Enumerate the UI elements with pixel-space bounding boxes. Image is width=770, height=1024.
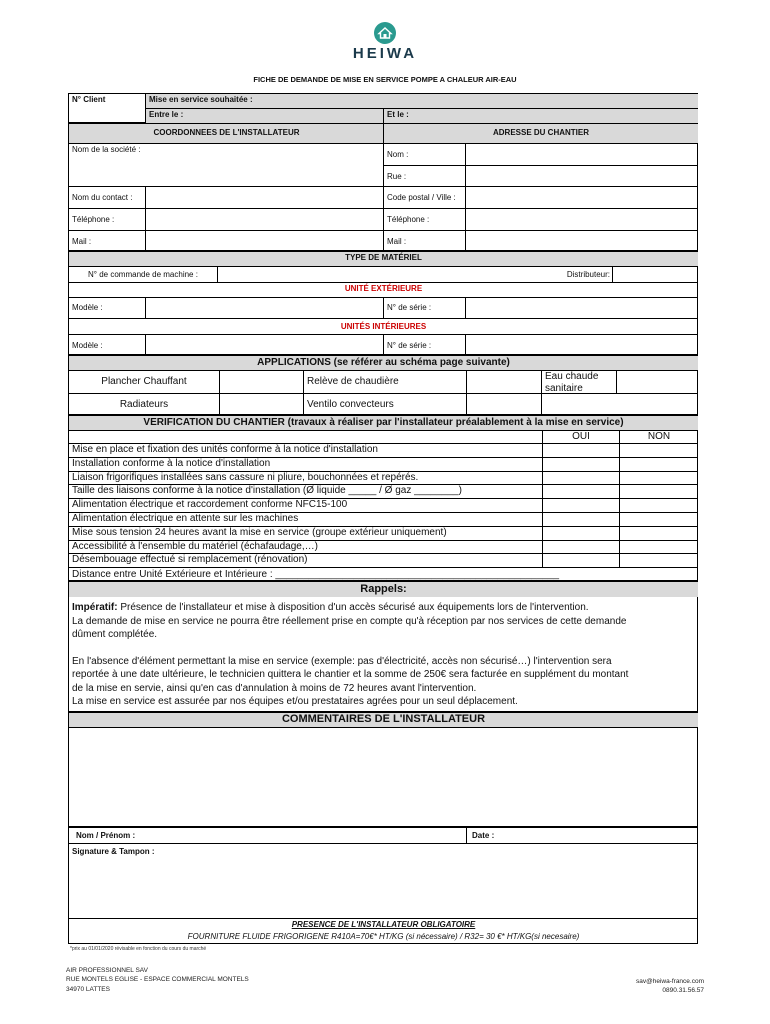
app-eau-chaude-label: Eau chaude sanitaire <box>541 370 616 393</box>
verification-non-checkbox[interactable] <box>619 526 698 540</box>
verification-non-checkbox[interactable] <box>619 540 698 554</box>
brand-name: HEIWA <box>352 45 418 62</box>
postal-city-input[interactable] <box>465 186 698 208</box>
verification-item: Taille des liaisons conforme à la notice d'installation (Ø liquide _____ / Ø gaz ________) <box>69 484 542 498</box>
indoor-units-title: UNITÉS INTÉRIEURES <box>69 318 698 334</box>
installer-section-title: COORDONNEES DE L'INSTALLATEUR <box>69 124 384 143</box>
order-number-input[interactable] <box>217 266 543 282</box>
app-eau-chaude-checkbox[interactable] <box>616 370 698 393</box>
comments-textarea[interactable] <box>69 727 698 827</box>
signature-tampon-label[interactable]: Signature & Tampon : <box>72 847 155 856</box>
footer-email[interactable]: sav@heiwa-france.com <box>635 978 704 985</box>
app-radiateurs-label: Radiateurs <box>69 393 219 415</box>
verification-section-title: VERIFICATION DU CHANTIER (travaux à réaliser par l'installateur préalablement à la mise en service) <box>69 416 698 430</box>
site-name-input[interactable] <box>465 143 698 165</box>
rappels-block <box>68 581 698 712</box>
outdoor-model-input[interactable] <box>145 297 384 318</box>
app-radiateurs-checkbox[interactable] <box>219 393 303 415</box>
equipment-block <box>68 251 698 355</box>
footer-company: AIR PROFESSIONNEL SAV <box>66 967 148 974</box>
distance-row[interactable]: Distance entre Unité Extérieure et Intérieure : ___________________________________________________ <box>69 567 698 581</box>
site-phone-label: Téléphone : <box>383 208 466 230</box>
site-mail-label: Mail : <box>383 230 466 251</box>
fourniture-fluide: FOURNITURE FLUIDE FRIGORIGENE R410A=70€* HT/KG (si nécessaire) / R32= 30 €* HT/KG(si necesaire) <box>187 932 580 941</box>
app-releve-checkbox[interactable] <box>466 370 541 393</box>
verification-item: Accessibilité à l'ensemble du matériel (échafaudage,…) <box>69 540 542 554</box>
document-title: FICHE DE DEMANDE DE MISE EN SERVICE POMPE A CHALEUR AIR-EAU <box>253 75 517 84</box>
nom-prenom-label[interactable]: Nom / Prénom : <box>76 831 136 840</box>
end-date-field[interactable]: Et le : <box>383 108 698 123</box>
site-section-title: ADRESSE DU CHANTIER <box>383 124 698 143</box>
comments-title: COMMENTAIRES DE L'INSTALLATEUR <box>69 713 698 727</box>
verification-block <box>68 415 698 581</box>
date-divider <box>466 828 467 843</box>
verification-oui-checkbox[interactable] <box>542 540 619 554</box>
comments-block <box>68 712 698 827</box>
app-ventilo-checkbox[interactable] <box>466 393 541 415</box>
verification-oui-checkbox[interactable] <box>542 512 619 526</box>
outdoor-serial-label: N° de série : <box>383 297 466 318</box>
site-name-label: Nom : <box>383 143 466 165</box>
postal-city-label: Code postal / Ville : <box>383 186 466 208</box>
rappels-text <box>69 598 698 713</box>
verification-item: Mise sous tension 24 heures avant la mise en service (groupe extérieur uniquement) <box>69 526 542 540</box>
verification-header-blank <box>69 430 542 443</box>
verification-item: Désembouage effectué si remplacement (rénovation) <box>69 553 542 567</box>
installer-mail-label: Mail : <box>69 230 146 251</box>
rappel-para2-l3: de la mise en servie, ainsi qu'en cas d'annulation à moins de 72 heures avant l'intervention. <box>72 682 477 694</box>
installer-mail-input[interactable] <box>145 230 384 251</box>
verification-oui-checkbox[interactable] <box>542 443 619 457</box>
verification-oui-checkbox[interactable] <box>542 526 619 540</box>
site-mail-input[interactable] <box>465 230 698 251</box>
verification-oui-checkbox[interactable] <box>542 498 619 512</box>
indoor-serial-label: N° de série : <box>383 334 466 355</box>
verification-non-checkbox[interactable] <box>619 484 698 498</box>
app-plancher-checkbox[interactable] <box>219 370 303 393</box>
verification-oui-checkbox[interactable] <box>542 553 619 567</box>
contact-input[interactable] <box>145 186 384 208</box>
rappel-para2-l2: reportée à une date ultérieure, le technicien quittera le chantier et la somme de 250€ sera facturée en supplément du montant <box>72 669 629 680</box>
coordinates-block <box>68 123 698 251</box>
indoor-model-input[interactable] <box>145 334 384 355</box>
start-date-field[interactable]: Entre le : <box>145 108 383 123</box>
street-label: Rue : <box>383 165 466 187</box>
verification-non-checkbox[interactable] <box>619 512 698 526</box>
footer-address <box>66 966 249 994</box>
company-name-field[interactable]: Nom de la société : <box>69 143 384 186</box>
verification-non-checkbox[interactable] <box>619 498 698 512</box>
site-phone-input[interactable] <box>465 208 698 230</box>
verification-oui-checkbox[interactable] <box>542 484 619 498</box>
verification-non-checkbox[interactable] <box>619 443 698 457</box>
verification-non-checkbox[interactable] <box>619 457 698 471</box>
verification-oui-checkbox[interactable] <box>542 457 619 471</box>
installer-phone-label: Téléphone : <box>69 208 146 230</box>
verification-non-checkbox[interactable] <box>619 471 698 485</box>
indoor-serial-input[interactable] <box>465 334 698 355</box>
order-number-label: N° de commande de machine : <box>69 266 217 282</box>
verification-item: Alimentation électrique en attente sur les machines <box>69 512 542 526</box>
distributor-label: Distributeur: <box>543 266 613 282</box>
house-in-circle-icon <box>374 22 396 44</box>
verification-item: Mise en place et fixation des unités conforme à la notice d'installation <box>69 443 542 457</box>
presence-obligatoire: PRESENCE DE L'INSTALLATEUR OBLIGATOIRE <box>291 920 476 929</box>
non-column-header: NON <box>619 430 698 443</box>
app-releve-label: Relève de chaudière <box>303 370 466 393</box>
outdoor-unit-title: UNITÉ EXTÉRIEURE <box>69 282 698 297</box>
footnote: *prix au 01/01/2020 révisable en fonction du cours du marché <box>70 946 207 952</box>
rappel-para1-l2: dûment complétée. <box>72 629 158 640</box>
indoor-model-label: Modèle : <box>69 334 146 355</box>
footer-address-line1: RUE MONTELS EGLISE - ESPACE COMMERCIAL MONTELS <box>66 976 249 984</box>
verification-item: Installation conforme à la notice d'installation <box>69 457 542 471</box>
app-empty-cell <box>541 393 698 415</box>
signature-block <box>68 827 698 919</box>
mise-service-label: Mise en service souhaitée : <box>145 94 698 109</box>
applications-section-title: APPLICATIONS (se référer au schéma page suivante) <box>69 356 698 370</box>
verification-item: Liaison frigorifiques installées sans cassure ni pliure, bouchonnées et repérés. <box>69 471 542 485</box>
verification-non-checkbox[interactable] <box>619 553 698 567</box>
outdoor-serial-input[interactable] <box>465 297 698 318</box>
client-number-label: N° Client <box>72 95 106 104</box>
outdoor-model-label: Modèle : <box>69 297 146 318</box>
imperatif-label: Impératif: <box>72 602 118 613</box>
oui-column-header: OUI <box>542 430 619 443</box>
applications-block <box>68 355 698 415</box>
rappel-para1-l1: La demande de mise en service ne pourra être réellement prise en compte qu'à réception par nos services de cette demande <box>72 615 627 627</box>
distributor-input[interactable] <box>612 266 698 282</box>
date-label[interactable]: Date : <box>472 831 495 840</box>
imperatif-line <box>72 601 695 615</box>
verification-item: Alimentation électrique et raccordement conforme NFC15-100 <box>69 498 542 512</box>
footer-address-line2: 34970 LATTES <box>66 985 110 993</box>
rappels-title: Rappels: <box>69 582 698 597</box>
imperatif-text: Présence de l'installateur et mise à disposition d'un accès sécurisé aux équipements lors de l'intervention. <box>117 602 589 613</box>
equipment-section-title: TYPE DE MATÉRIEL <box>69 252 698 266</box>
street-input[interactable] <box>465 165 698 187</box>
verification-oui-checkbox[interactable] <box>542 471 619 485</box>
installer-phone-input[interactable] <box>145 208 384 230</box>
brand-logo <box>0 22 770 62</box>
header-block <box>68 93 698 123</box>
footer-contact <box>636 977 704 996</box>
app-plancher-label: Plancher Chauffant <box>69 370 219 393</box>
presence-block <box>68 918 698 944</box>
rappel-para2-l1: En l'absence d'élément permettant la mise en service (exemple: pas d'électricité, accès non sécurisé…) l'intervention sera <box>72 655 612 667</box>
contact-label: Nom du contact : <box>69 186 146 208</box>
signature-divider <box>69 843 698 844</box>
app-ventilo-label: Ventilo convecteurs <box>303 393 466 415</box>
rappel-para3: La mise en service est assurée par nos équipes et/ou prestataires agrées pour un seul déplacement. <box>72 696 518 707</box>
footer-phone: 0890.31.56.57 <box>662 987 704 995</box>
